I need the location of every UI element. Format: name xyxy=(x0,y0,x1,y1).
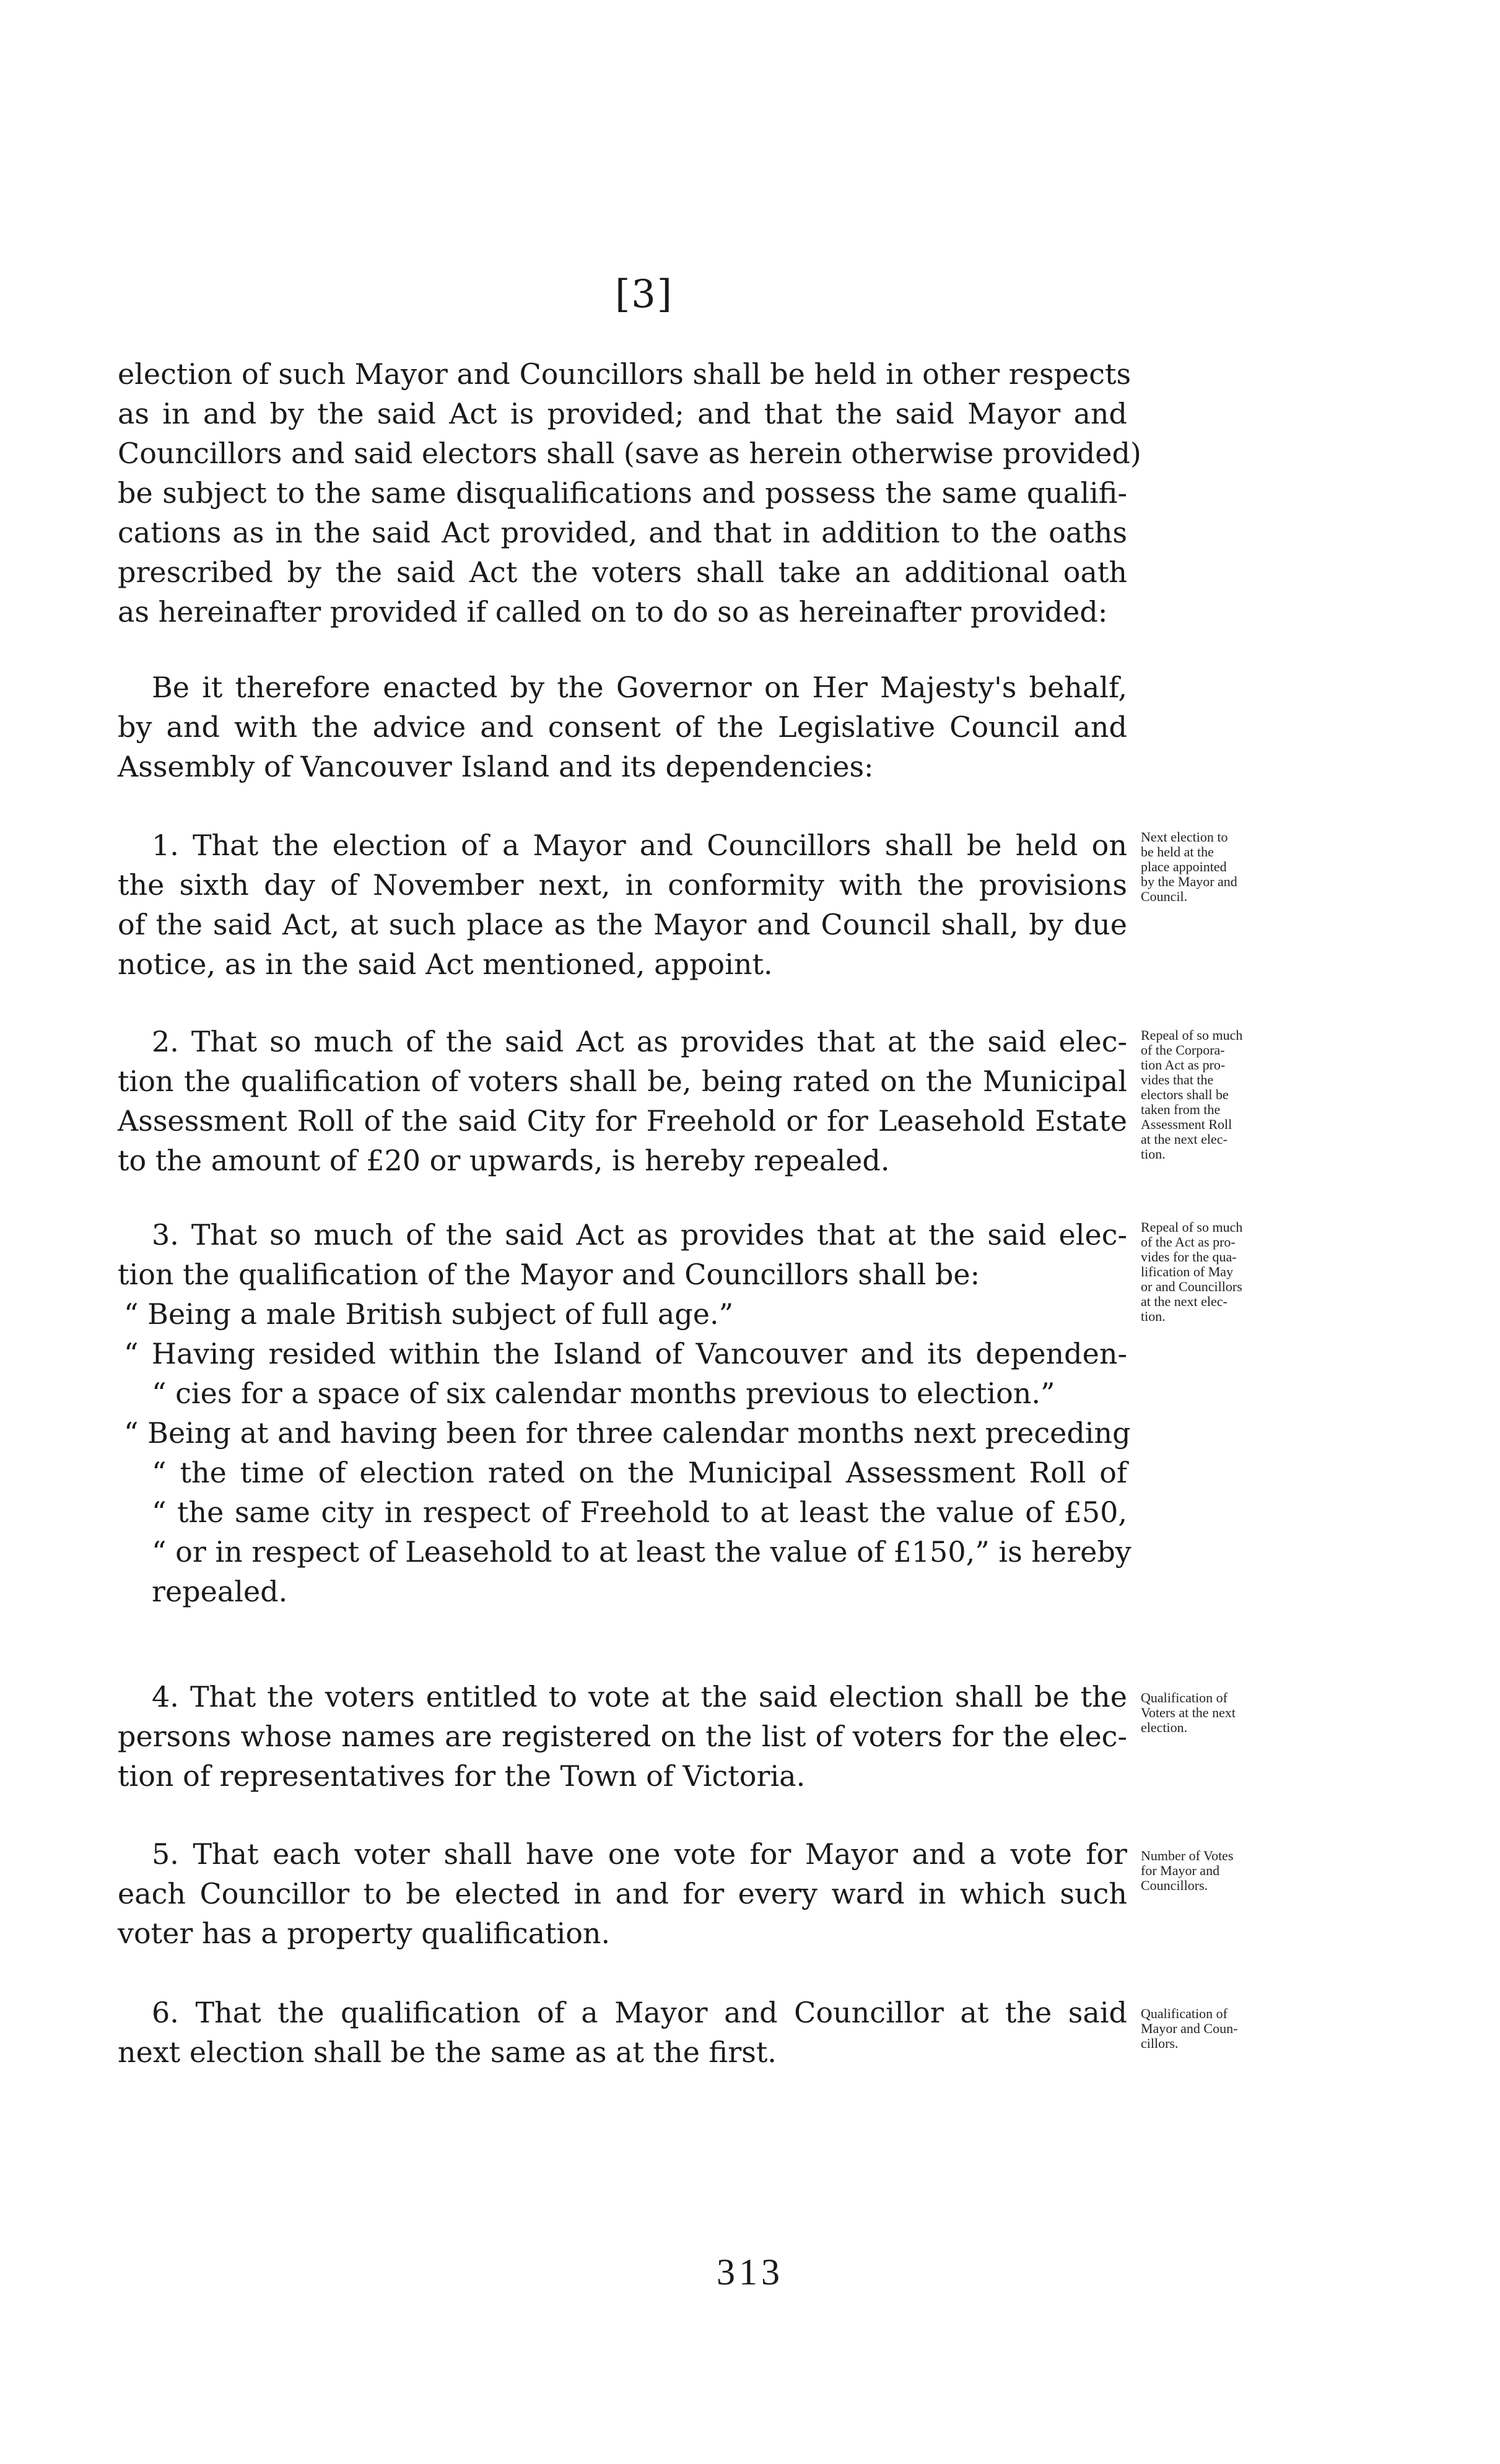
margin-line: at the next elec- xyxy=(1141,1131,1227,1147)
margin-line: for Mayor and xyxy=(1141,1863,1220,1878)
section-6 xyxy=(118,1993,1127,2072)
text-line: tion the qualification of the Mayor and Councillors shall be: xyxy=(118,1258,980,1291)
text-line: as in and by the said Act is provided; and that the said Mayor and xyxy=(118,397,1127,430)
text-line: cations as in the said Act provided, and that in addition to the oaths xyxy=(118,516,1127,549)
section-1 xyxy=(118,825,1127,984)
margin-line: Number of Votes xyxy=(1141,1848,1234,1863)
text-line: to the amount of £20 or upwards, is hereby repealed. xyxy=(118,1144,890,1177)
text-line: prescribed by the said Act the voters shall take an additional oath xyxy=(118,555,1127,589)
text-line: notice, as in the said Act mentioned, appoint. xyxy=(118,947,773,981)
margin-line: of the Act as pro- xyxy=(1141,1234,1236,1250)
margin-line: tion Act as pro- xyxy=(1141,1057,1226,1073)
margin-line: place appointed xyxy=(1141,859,1227,874)
section-3 xyxy=(118,1215,1132,1611)
text-line: tion of representatives for the Town of Victoria. xyxy=(118,1759,806,1793)
margin-line: Qualification of xyxy=(1141,2006,1227,2021)
margin-line: at the next elec- xyxy=(1141,1294,1227,1309)
margin-line: of the Corpora- xyxy=(1141,1042,1225,1058)
section-2 xyxy=(118,1022,1127,1180)
text-line: the sixth day of November next, in conformity with the provisions xyxy=(118,868,1127,902)
preamble-paragraph xyxy=(118,354,1141,632)
text-line: Councillors and said electors shall (save as herein otherwise provided) xyxy=(118,437,1141,470)
margin-note-2 xyxy=(1141,1028,1289,1162)
text-line: Assembly of Vancouver Island and its dependencies: xyxy=(118,750,874,783)
margin-line: taken from the xyxy=(1141,1102,1221,1117)
text-line: each Councillor to be elected in and for every ward in which such xyxy=(118,1877,1127,1910)
margin-line: Voters at the next xyxy=(1141,1705,1236,1720)
margin-line: Mayor and Coun- xyxy=(1141,2021,1238,2036)
text-line: election of such Mayor and Councillors shall be held in other respects xyxy=(118,357,1132,391)
margin-line: Repeal of so much xyxy=(1141,1027,1243,1043)
margin-line: or and Councillors xyxy=(1141,1279,1242,1294)
text-line: by and with the advice and consent of the Legislative Council and xyxy=(118,710,1127,744)
text-line: tion the qualification of voters shall be, being rated on the Municipal xyxy=(118,1064,1127,1098)
quoted-line: “ Being at and having been for three calendar months next preceding xyxy=(124,1416,1131,1450)
text-line: next election shall be the same as at the first. xyxy=(118,2035,777,2069)
quoted-line: “ the same city in respect of Freehold to at least the value of £50, xyxy=(152,1495,1127,1529)
margin-line: vides that the xyxy=(1141,1072,1214,1087)
margin-line: electors shall be xyxy=(1141,1087,1229,1102)
quoted-line: “ or in respect of Leasehold to at least the value of £150,” is hereby xyxy=(152,1535,1132,1569)
text-line: as hereinafter provided if called on to do so as hereinafter provided: xyxy=(118,595,1108,629)
section-4 xyxy=(118,1677,1127,1796)
text-line: of the said Act, at such place as the Mayor and Council shall, by due xyxy=(118,908,1127,941)
quoted-line: “ cies for a space of six calendar months previous to election.” xyxy=(152,1377,1055,1410)
text-line: 5. That each voter shall have one vote for Mayor and a vote for xyxy=(152,1837,1127,1871)
quoted-line: “ Being a male British subject of full age.” xyxy=(124,1297,734,1331)
text-line: 2. That so much of the said Act as provides that at the said elec- xyxy=(152,1025,1127,1058)
quoted-line: “ the time of election rated on the Municipal Assessment Roll of xyxy=(152,1456,1127,1489)
margin-line: Repeal of so much xyxy=(1141,1219,1243,1235)
text-line: Be it therefore enacted by the Governor on Her Majesty's behalf, xyxy=(152,671,1127,704)
margin-note-6 xyxy=(1141,2006,1289,2051)
page-number: [3] xyxy=(615,271,673,316)
margin-line: be held at the xyxy=(1141,844,1214,860)
margin-line: lification of May xyxy=(1141,1264,1234,1279)
margin-line: by the Mayor and xyxy=(1141,874,1237,889)
margin-line: tion. xyxy=(1141,1146,1166,1162)
text-line: 6. That the qualification of a Mayor and Councillor at the said xyxy=(152,1996,1127,2029)
margin-line: cillors. xyxy=(1141,2035,1179,2051)
margin-line: Councillors. xyxy=(1141,1878,1208,1893)
text-line: be subject to the same disqualifications and possess the same qualifi- xyxy=(118,476,1127,510)
margin-note-5 xyxy=(1141,1848,1289,1893)
margin-line: election. xyxy=(1141,1720,1188,1735)
quoted-line: “ Having resided within the Island of Vancouver and its dependen- xyxy=(124,1337,1127,1370)
text-line: 1. That the election of a Mayor and Councillors shall be held on xyxy=(152,829,1127,862)
section-5 xyxy=(118,1834,1127,1953)
footer-number: 313 xyxy=(717,2252,783,2292)
margin-line: Council. xyxy=(1141,889,1188,904)
text-line: 4. That the voters entitled to vote at the said election shall be the xyxy=(152,1680,1127,1713)
margin-note-1 xyxy=(1141,830,1289,904)
enacting-clause xyxy=(118,668,1127,786)
margin-line: Assessment Roll xyxy=(1141,1117,1232,1132)
text-line: persons whose names are registered on the list of voters for the elec- xyxy=(118,1720,1127,1753)
text-line: Assessment Roll of the said City for Freehold or for Leasehold Estate xyxy=(118,1104,1127,1138)
text-line: voter has a property qualification. xyxy=(118,1917,611,1950)
margin-note-4 xyxy=(1141,1691,1289,1735)
margin-line: tion. xyxy=(1141,1308,1166,1324)
margin-note-3 xyxy=(1141,1220,1289,1324)
margin-line: Next election to xyxy=(1141,829,1228,845)
quoted-line: repealed. xyxy=(152,1575,288,1608)
margin-line: Qualification of xyxy=(1141,1690,1227,1705)
margin-line: vides for the qua- xyxy=(1141,1249,1237,1265)
text-line: 3. That so much of the said Act as provides that at the said elec- xyxy=(152,1218,1127,1252)
